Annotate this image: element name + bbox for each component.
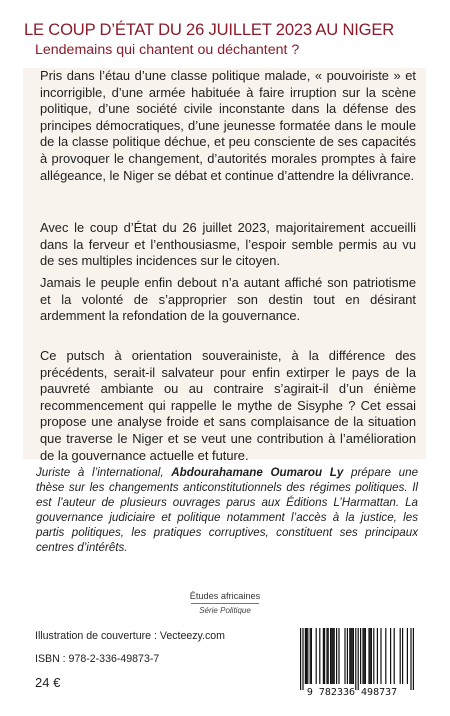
barcode-bar: [368, 628, 369, 684]
barcode-bar: [370, 628, 371, 684]
barcode-bar: [306, 628, 307, 684]
barcode-bar: [380, 628, 381, 684]
barcode-bar: [334, 628, 335, 684]
price-text: 24 €: [35, 675, 61, 690]
barcode-bar: [349, 628, 350, 684]
barcode-bar: [413, 628, 414, 690]
barcode-bar: [358, 628, 359, 690]
summary-paragraph-3: Jamais le peuple enfin debout n’a autant affiché son patriotisme et la volonté de s’approprier son destin tout en désirant ardemment la refondation de la gouvernance.: [40, 275, 416, 324]
barcode-bar: [331, 628, 332, 684]
barcode-bar: [385, 628, 386, 684]
barcode-bars: [288, 622, 419, 700]
summary-paragraph-4: Ce putsch à orientation souverainiste, à la différence des précédents, serait-il salvateur pour enfin extirper le pays de la pauvreté ambiante ou au contraire s’agirait-il d’un énième recommencement qui rappelle le mythe de Sisyphe ? Cet essai propose une analyse froide et sans complaisance de la situation que traverse le Niger et se veut une contribution à l’amélioration de la gouvernance actuelle et future.: [40, 348, 416, 463]
cover-credit: Illustration de couverture : Vecteezy.com: [35, 630, 225, 642]
author-bio-text: prépare une thèse sur les changements anticonstitutionnels des régimes politiques. Il est l’auteur de plusieurs ouvrages parus aux Éditions L’Harmattan. La gouvernance judiciaire et politique notamment l’accès à la justice, les partis politiques, les pratiques corruptives, constituent ses principaux centres d’intérêts.: [36, 466, 419, 554]
barcode-bar: [394, 628, 395, 684]
summary-panel: [23, 68, 426, 463]
barcode-bar: [305, 628, 306, 684]
barcode-bar: [311, 628, 312, 684]
collection-logo: [185, 591, 265, 616]
barcode-bar: [330, 628, 331, 684]
barcode-bar: [364, 628, 365, 684]
collection-series: Série Politique: [199, 606, 251, 615]
barcode-bar: [324, 628, 325, 684]
barcode-bar: [377, 628, 378, 684]
barcode-bar: [350, 628, 351, 684]
author-bio-prefix: Juriste à l’international,: [36, 466, 172, 479]
barcode-bar: [400, 628, 401, 684]
barcode-bar: [371, 628, 372, 684]
barcode-bar: [347, 628, 348, 684]
book-title: LE COUP D’ÉTAT DU 26 JUILLET 2023 AU NIGER: [24, 20, 395, 39]
collection-name: Études africaines: [189, 591, 261, 601]
barcode-bar: [390, 628, 391, 684]
barcode-bar: [355, 628, 356, 690]
barcode-bar: [344, 628, 345, 684]
barcode-bar: [373, 628, 374, 684]
barcode-bar: [410, 628, 411, 690]
barcode-bar: [338, 628, 339, 684]
barcode-bar: [362, 628, 363, 684]
author-name: Abdourahamane Oumarou Ly: [171, 466, 344, 479]
barcode-bar: [352, 628, 353, 684]
barcode-bar: [353, 628, 354, 684]
summary-paragraph-2: Avec le coup d’État du 26 juillet 2023, majoritairement accueilli dans la ferveur et l’enthousiasme, l’espoir semble permis au vu de ses multiples incidences sur le citoyen.: [40, 220, 416, 269]
barcode-bar: [328, 628, 329, 684]
barcode-bar: [300, 628, 301, 690]
book-subtitle: Lendemains qui chantent ou déchantent ?: [35, 42, 300, 58]
isbn-text: ISBN : 978-2-336-49873-7: [35, 653, 160, 665]
barcode-bar: [407, 628, 408, 684]
barcode: [288, 622, 419, 700]
barcode-bar: [365, 628, 366, 684]
barcode-bar: [302, 628, 303, 690]
barcode-bar: [307, 628, 308, 684]
collection-divider: [191, 603, 259, 604]
barcode-bar: [310, 628, 311, 684]
barcode-digits: 9 782336 498737: [306, 687, 398, 698]
barcode-bar: [319, 628, 320, 684]
barcode-bar: [326, 628, 327, 684]
barcode-bar: [360, 628, 361, 684]
barcode-bar: [402, 628, 403, 684]
summary-paragraph-1: Pris dans l’étau d’une classe politique malade, « pouvoiriste » et incorrigible, d’une armée habituée à faire irruption sur la scène politique, d’une société civile inconstante dans la défense des principes démocratiques, d’une jeunesse formatée dans le moule de la classe politique déchue, et peu consciente de ses capacités à provoquer le changement, d’autorités morales promptes à faire allégeance, le Niger se débat et continue d’attendre la délivrance.: [40, 68, 416, 183]
barcode-bar: [336, 628, 337, 684]
barcode-bar: [316, 628, 317, 684]
barcode-bar: [323, 628, 324, 684]
author-bio: [36, 466, 418, 555]
barcode-bar: [332, 628, 333, 684]
